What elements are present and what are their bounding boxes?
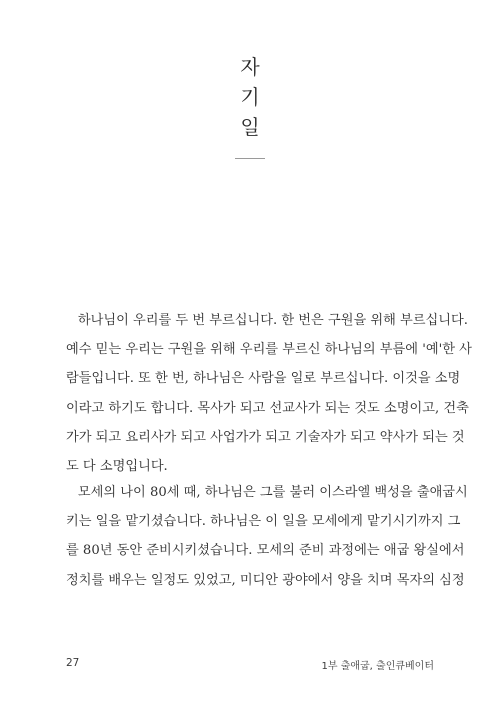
paragraph-line: 모세의 나이 80세 때, 하나님은 그를 불러 이스라엘 백성을 출애굽시 [77,485,468,500]
paragraph-line: 하나님이 우리를 두 번 부르십니다. 한 번은 구원을 위해 부르십니다. [77,313,468,328]
chapter-title [0,52,500,159]
page-number: 27 [66,657,80,669]
paragraph-line: 키는 일을 맡기셨습니다. 하나님은 이 일을 모세에게 맡기시기까지 그 [66,514,461,530]
title-char: 기 [240,85,260,109]
paragraph-line: 가가 되고 요리사가 되고 사업가가 되고 기술자가 되고 약사가 되는 것 [66,429,465,445]
paragraph-line: 람들입니다. 또 한 번, 하나님은 사람을 일로 부르십니다. 이것을 소명 [66,371,461,387]
paragraph-2 [66,478,468,595]
title-char: 일 [240,115,260,139]
title-rule [235,158,265,159]
paragraph-line: 정치를 배우는 일정도 있었고, 미디안 광야에서 양을 치며 목자의 심정 [66,572,465,588]
paragraph-line: 이라고 하기도 합니다. 목사가 되고 선교사가 되는 것도 소명이고, 건축 [66,400,469,416]
paragraph-line: 예수 믿는 우리는 구원을 위해 우리를 부르신 하나님의 부름에 '예'한 사 [66,342,472,358]
title-char: 자 [240,55,260,79]
paragraph-line: 를 80년 동안 준비시키셨습니다. 모세의 준비 과정에는 애굽 왕실에서 [66,543,465,559]
running-head: 1부 출애굽, 출인큐베이터 [321,661,434,672]
paragraph-1 [66,306,472,481]
paragraph-line: 도 다 소명입니다. [66,458,168,474]
